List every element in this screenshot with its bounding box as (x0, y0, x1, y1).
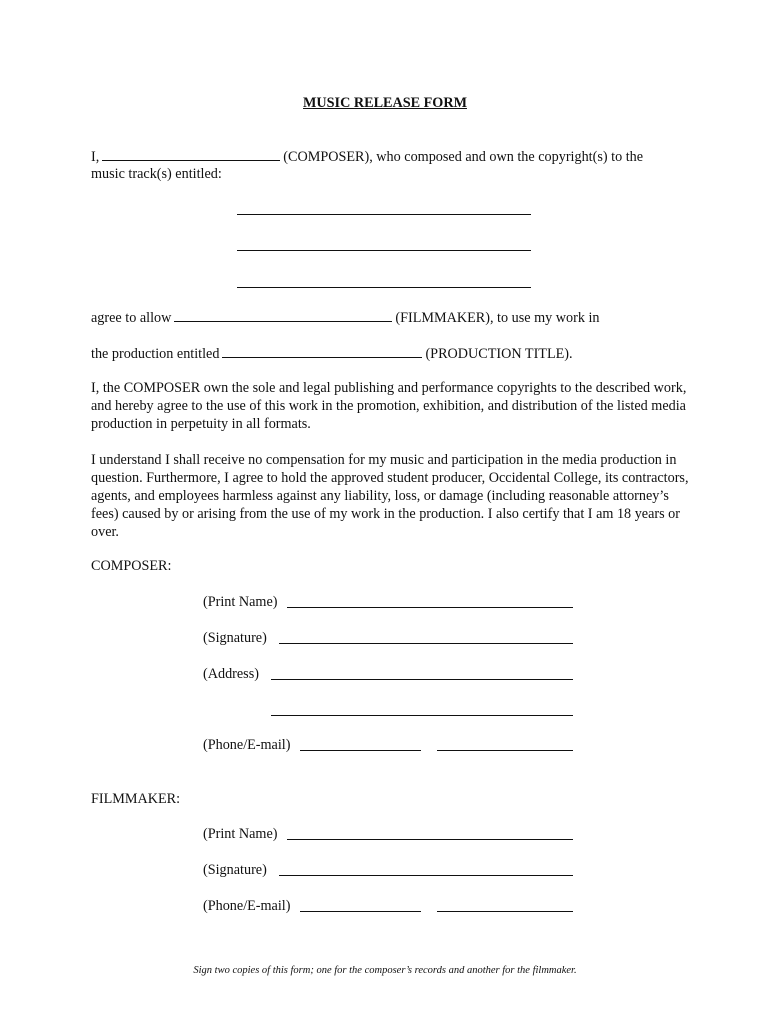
filmmaker-phone-label: (Phone/E-mail) (203, 898, 291, 914)
agree-suffix: (FILMMAKER), to use my work in (395, 310, 600, 326)
composer-address-blank-2[interactable] (271, 715, 573, 716)
filmmaker-print-name-label: (Print Name) (203, 826, 278, 842)
composer-address-label: (Address) (203, 666, 259, 682)
intro-suffix: (COMPOSER), who composed and own the copyright(s) to the (283, 149, 644, 165)
composer-signature-blank[interactable] (279, 643, 573, 644)
composer-address-blank-1[interactable] (271, 679, 573, 680)
production-title-blank[interactable] (222, 344, 422, 358)
production-prefix: the production entitled (91, 346, 220, 362)
copyright-paragraph: I, the COMPOSER own the sole and legal publishing and performance copyrights to the described work, and hereby agree to the use of this work in the promotion, exhibition, and distribution of the listed media production in perpetuity in all formats. (91, 380, 687, 432)
track-title-blank-3[interactable] (237, 287, 531, 288)
form-title: MUSIC RELEASE FORM (303, 95, 467, 111)
filmmaker-name-blank[interactable] (174, 308, 392, 322)
track-title-blank-1[interactable] (237, 214, 531, 215)
filmmaker-print-name-blank[interactable] (287, 839, 573, 840)
filmmaker-email-blank[interactable] (437, 911, 573, 912)
composer-phone-blank[interactable] (300, 750, 421, 751)
footer-note: Sign two copies of this form; one for the composer’s records and another for the filmmaker. (193, 965, 577, 976)
filmmaker-signature-blank[interactable] (279, 875, 573, 876)
intro-line-2: music track(s) entitled: (91, 166, 222, 182)
composer-email-blank[interactable] (437, 750, 573, 751)
agree-line (91, 308, 600, 327)
composer-print-name-label: (Print Name) (203, 594, 278, 610)
filmmaker-signature-label: (Signature) (203, 862, 267, 878)
agree-prefix: agree to allow (91, 310, 172, 326)
intro-line (91, 147, 643, 166)
composer-phone-label: (Phone/E-mail) (203, 737, 291, 753)
filmmaker-phone-blank[interactable] (300, 911, 421, 912)
production-suffix: (PRODUCTION TITLE). (425, 346, 573, 362)
composer-heading: COMPOSER: (91, 558, 172, 574)
composer-name-blank[interactable] (102, 147, 280, 161)
compensation-paragraph: I understand I shall receive no compensation for my music and participation in the media production in question. Furthermore, I agree to hold the approved student producer, Occidental College, its contractors, agents, and employees harmless against any liability, loss, or damage (including reasonable attorney’s fees) caused by or arising from the use of my work in the production. I also certify that I am 18 years or over. (91, 452, 689, 540)
filmmaker-heading: FILMMAKER: (91, 791, 181, 807)
intro-prefix: I, (91, 149, 100, 165)
track-title-blank-2[interactable] (237, 250, 531, 251)
composer-print-name-blank[interactable] (287, 607, 573, 608)
composer-signature-label: (Signature) (203, 630, 267, 646)
production-line (91, 344, 573, 363)
